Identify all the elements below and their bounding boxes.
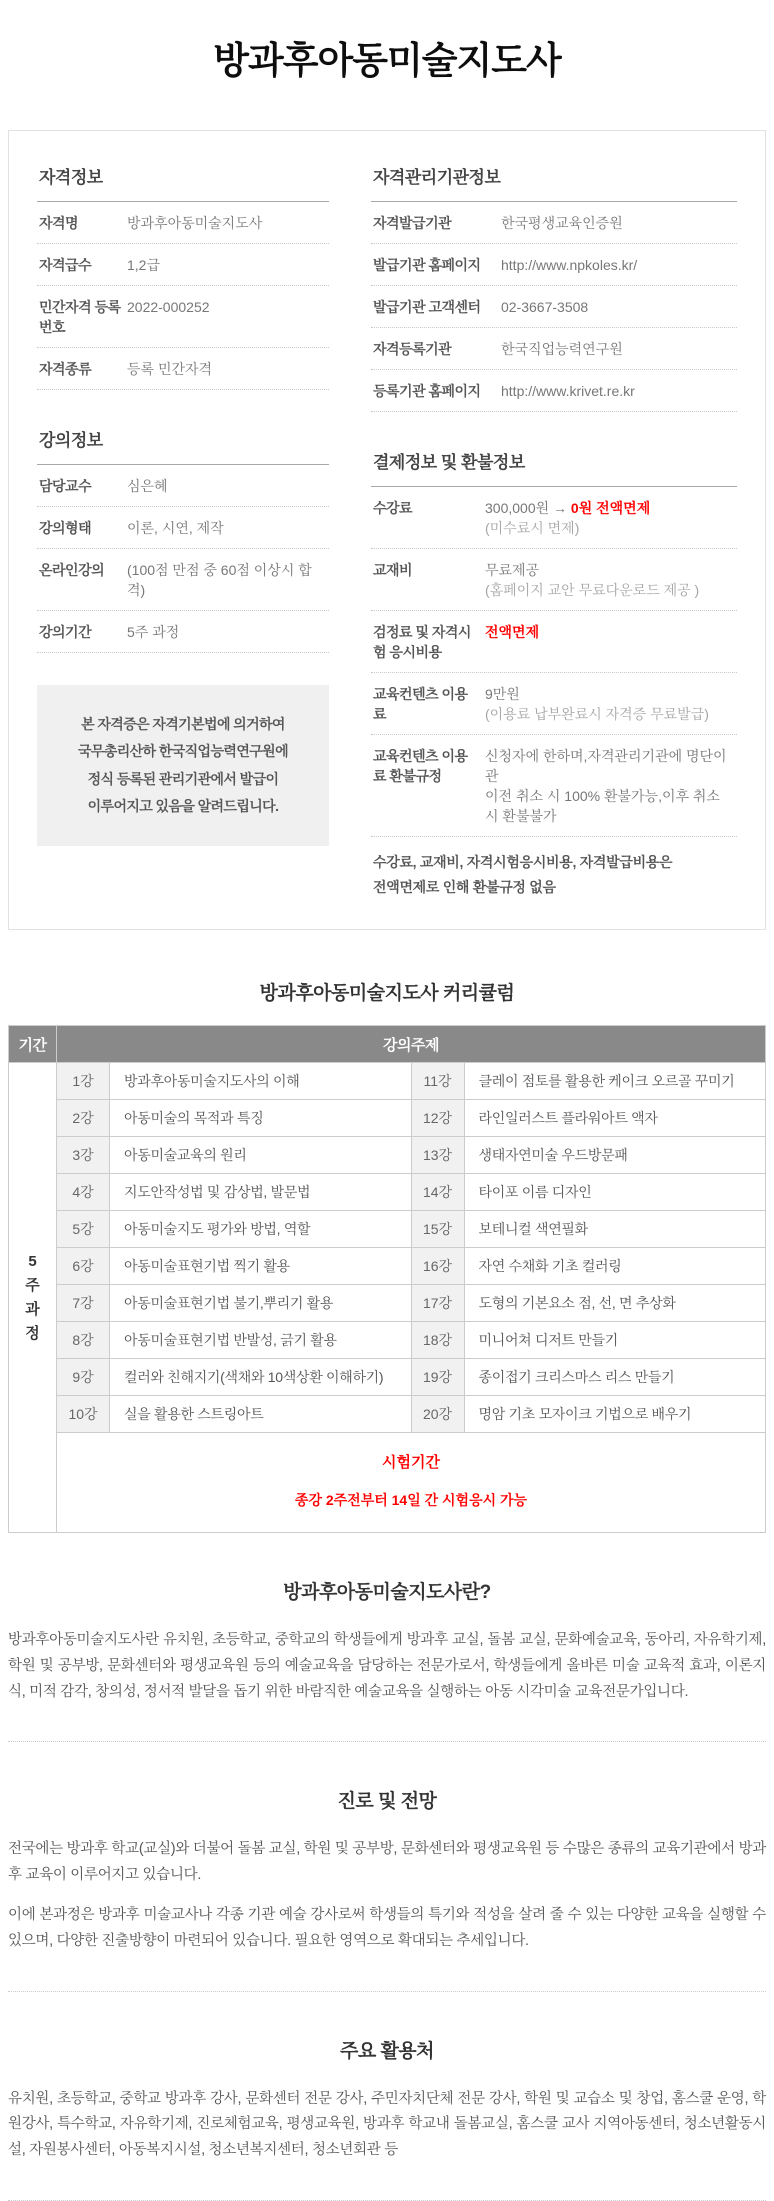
payment-row-label: 교재비 (373, 562, 413, 578)
lecture-number: 6강 (57, 1248, 110, 1285)
notice-line: 본 자격증은 자격기본법에 의거하여 (81, 716, 285, 732)
lecture-topic: 아동미술의 목적과 특징 (110, 1100, 412, 1137)
lecture-number: 10강 (57, 1396, 110, 1433)
lecture-topic: 자연 수채화 기초 컬러링 (464, 1248, 766, 1285)
payment-footer-note (371, 837, 737, 899)
column-header-period: 기간 (9, 1026, 57, 1063)
payment-footer-note-line: 수강료, 교재비, 자격시험응시비용, 자격발급비용은 (373, 854, 673, 870)
table-row (9, 1322, 766, 1359)
info-row-value: 심은혜 (127, 478, 168, 494)
lecture-number: 9강 (57, 1359, 110, 1396)
page-title: 방과후아동미술지도사 (213, 40, 561, 81)
career-section-title: 진로 및 전망 (337, 1791, 437, 1813)
lecture-number: 20강 (411, 1396, 464, 1433)
info-row-value: 1,2급 (127, 257, 160, 273)
info-row-label: 강의형태 (39, 520, 92, 536)
payment-row-textbook (371, 549, 737, 611)
info-row (37, 286, 329, 348)
lecture-topic: 명암 기초 모자이크 기법으로 배우기 (464, 1396, 766, 1433)
curriculum-title: 방과후아동미술지도사 커리큘럼 (259, 983, 515, 1004)
info-row-value: 이론, 시연, 제작 (127, 520, 224, 536)
info-row (37, 348, 329, 390)
info-row (37, 465, 329, 507)
payment-row-exam-fee (371, 611, 737, 673)
payment-info-heading: 결제정보 및 환불정보 (371, 442, 737, 487)
content-fee-sub-note: (이용료 납부완료시 자격증 무료발급) (485, 706, 709, 722)
period-text: 5주과정 (25, 1252, 40, 1342)
exam-period-description: 종강 2주전부터 14일 간 시험응시 가능 (294, 1492, 528, 1508)
usage-section-title: 주요 활용처 (339, 2040, 435, 2062)
info-row-label: 발급기관 홈페이지 (373, 257, 481, 273)
payment-row-label: 수강료 (373, 500, 413, 516)
info-row-label: 등록기관 홈페이지 (373, 383, 481, 399)
info-row-value: 2022-000252 (127, 299, 210, 315)
issuer-homepage-url: http://www.npkoles.kr/ (501, 257, 638, 273)
info-row-label: 담당교수 (39, 478, 92, 494)
info-row (37, 549, 329, 611)
lecture-number: 8강 (57, 1322, 110, 1359)
lecture-number: 16강 (411, 1248, 464, 1285)
refund-policy-line: 이전 취소 시 100% 환불가능,이후 취소 시 환불불가 (485, 788, 720, 824)
lecture-number: 18강 (411, 1322, 464, 1359)
info-row-label: 자격종류 (39, 361, 92, 377)
table-row (9, 1359, 766, 1396)
org-info-section (371, 157, 737, 412)
lecture-topic: 미니어쳐 디저트 만들기 (464, 1322, 766, 1359)
about-section-title: 방과후아동미술지도사란? (283, 1582, 491, 1603)
info-row-value: 한국평생교육인증원 (501, 215, 623, 231)
info-row-label: 발급기관 고객센터 (373, 299, 481, 315)
lecture-topic: 아동미술표현기법 불기,뿌리기 활용 (110, 1285, 412, 1322)
lecture-number: 1강 (57, 1063, 110, 1100)
info-row-value: 5주 과정 (127, 624, 180, 640)
table-row (9, 1248, 766, 1285)
info-card-left-column (37, 157, 329, 899)
curriculum-table (8, 1025, 766, 1533)
lecture-info-heading: 강의정보 (37, 420, 329, 465)
lecture-topic: 보테니컬 색연필화 (464, 1211, 766, 1248)
notice-line: 이루어지고 있음을 알려드립니다. (87, 797, 279, 814)
org-info-heading: 자격관리기관정보 (371, 157, 737, 202)
info-row-value: 등록 민간자격 (127, 361, 213, 377)
content-fee-value: 9만원 (485, 686, 520, 702)
info-row (37, 244, 329, 286)
info-row-value: (100점 만점 중 60점 이상시 합격) (127, 562, 312, 598)
lecture-number: 13강 (411, 1137, 464, 1174)
payment-info-section (371, 442, 737, 899)
table-row (9, 1174, 766, 1211)
table-row (9, 1063, 766, 1100)
career-section-paragraph: 이에 본과정은 방과후 미술교사나 각종 기관 예술 강사로써 학생들의 특기와 적성을 살려 줄 수 있는 다양한 교육을 실행할 수 있으며, 다양한 진출방향이 마련되어 있습니다. 필요한 영역으로 확대되는 추세입니다. (8, 1906, 766, 1949)
usage-section-body: 유치원, 초등학교, 중학교 방과후 강사, 문화센터 전문 강사, 주민자치단체 전문 강사, 학원 및 교습소 및 창업, 홈스쿨 운영, 학원강사, 특수학교, 자유학기제, 진로체험교육, 평생교육원, 방과후 학교내 돌봄교실, 홈스쿨 교사 지역아동센터, 청소년활동시설, 자원봉사센터, 아동복지시설, 청소년복지센터, 청소년회관 등 (8, 2090, 766, 2159)
info-row (371, 244, 737, 286)
payment-row-value (485, 560, 735, 600)
registry-homepage-url: http://www.krivet.re.kr (501, 383, 635, 399)
payment-row-refund-policy (371, 735, 737, 837)
lecture-number: 17강 (411, 1285, 464, 1322)
lecture-topic: 도형의 기본요소 점, 선, 면 추상화 (464, 1285, 766, 1322)
textbook-value: 무료제공 (485, 562, 540, 578)
tuition-sub-note: (미수료시 면제) (485, 520, 580, 536)
info-row-label: 강의기간 (39, 624, 92, 640)
info-row-label: 자격급수 (39, 257, 92, 273)
payment-row-label: 교육컨텐츠 이용료 환불규정 (373, 748, 468, 784)
section-divider (8, 1741, 766, 1742)
info-row (37, 507, 329, 549)
info-row-value: 한국직업능력연구원 (501, 341, 623, 357)
lecture-number: 11강 (411, 1063, 464, 1100)
info-row-label: 자격발급기관 (373, 215, 452, 231)
lecture-topic: 클레이 점토를 활용한 케이크 오르골 꾸미기 (464, 1063, 766, 1100)
info-card (8, 130, 766, 930)
lecture-number: 19강 (411, 1359, 464, 1396)
info-card-right-column (371, 157, 737, 899)
notice-line: 정식 등록된 관리기관에서 발급이 (87, 770, 279, 787)
column-header-topic: 강의주제 (57, 1026, 766, 1063)
textbook-sub-note: (홈페이지 교안 무료다운로드 제공 ) (485, 582, 700, 598)
info-row (37, 202, 329, 244)
table-row (9, 1396, 766, 1433)
payment-row-content-fee (371, 673, 737, 735)
lecture-topic: 지도안작성법 및 감상법, 발문법 (110, 1174, 412, 1211)
table-row (9, 1137, 766, 1174)
exam-period-cell (57, 1433, 766, 1533)
lecture-topic: 종이접기 크리스마스 리스 만들기 (464, 1359, 766, 1396)
section-divider (8, 1991, 766, 1992)
info-row (371, 286, 737, 328)
lecture-topic: 실을 활용한 스트링아트 (110, 1396, 412, 1433)
lecture-number: 3강 (57, 1137, 110, 1174)
lecture-number: 2강 (57, 1100, 110, 1137)
info-row-label: 자격명 (39, 215, 79, 231)
payment-row-value (485, 684, 735, 724)
refund-policy-line: 신청자에 한하며,자격관리기관에 명단이관 (485, 748, 727, 784)
about-section-body: 방과후아동미술지도사란 유치원, 초등학교, 중학교의 학생들에게 방과후 교실, 돌봄 교실, 문화예술교육, 동아리, 자유학기제, 학원 및 공부방, 문화센터와 평생교육원 등의 예술교육을 담당하는 전문가로서, 학생들에게 올바른 미술 교육적 효과, 이론지식, 미적 감각, 창의성, 정서적 발달을 돕기 위한 바람직한 예술교육을 실행하는 아동 시각미술 교육전문가입니다. (8, 1632, 766, 1700)
info-row (371, 328, 737, 370)
exam-period-title: 시험기간 (382, 1454, 440, 1471)
lecture-number: 15강 (411, 1211, 464, 1248)
table-row (9, 1100, 766, 1137)
info-row (371, 370, 737, 412)
info-row (37, 611, 329, 653)
payment-row-label: 검정료 및 자격시험 응시비용 (373, 624, 471, 660)
payment-row-value (485, 746, 735, 826)
legal-notice-box (37, 685, 329, 846)
lecture-number: 14강 (411, 1174, 464, 1211)
lecture-info-section (37, 420, 329, 653)
payment-row-tuition (371, 487, 737, 549)
info-row-label: 온라인강의 (39, 562, 105, 578)
lecture-number: 5강 (57, 1211, 110, 1248)
lecture-number: 7강 (57, 1285, 110, 1322)
info-row-label: 자격등록기관 (373, 341, 452, 357)
info-row-value: 방과후아동미술지도사 (127, 215, 263, 231)
lecture-topic: 방과후아동미술지도사의 이해 (110, 1063, 412, 1100)
qualification-info-section (37, 157, 329, 390)
tuition-original-price: 300,000원 → (485, 500, 571, 516)
period-cell (9, 1063, 57, 1533)
qualification-info-heading: 자격정보 (37, 157, 329, 202)
curriculum-header-row (9, 1026, 766, 1063)
exam-fee-free-highlight: 전액면제 (485, 624, 540, 640)
lecture-topic: 컬러와 친해지기(색채와 10색상환 이해하기) (110, 1359, 412, 1396)
lecture-topic: 타이포 이름 디자인 (464, 1174, 766, 1211)
lecture-number: 4강 (57, 1174, 110, 1211)
payment-footer-note-line: 전액면제로 인해 환불규정 없음 (373, 878, 556, 895)
payment-row-value (485, 498, 735, 538)
tuition-free-highlight: 0원 전액면제 (570, 500, 651, 516)
lecture-topic: 생태자연미술 우드방문패 (464, 1137, 766, 1174)
lecture-topic: 아동미술표현기법 찍기 활용 (110, 1248, 412, 1285)
table-row (9, 1211, 766, 1248)
lecture-topic: 라인일러스트 플라워아트 액자 (464, 1100, 766, 1137)
notice-line: 국무총리산하 한국직업능력연구원에 (77, 743, 289, 760)
lecture-topic: 아동미술표현기법 반발성, 긁기 활용 (110, 1322, 412, 1359)
lecture-topic: 아동미술교육의 원리 (110, 1137, 412, 1174)
payment-row-label: 교육컨텐츠 이용료 (373, 686, 468, 722)
table-row (9, 1285, 766, 1322)
career-section-paragraph: 전국에는 방과후 학교(교실)와 더불어 돌봄 교실, 학원 및 공부방, 문화센터와 평생교육원 등 수많은 종류의 교육기관에서 방과후 교육이 이루어지고 있습니다. (8, 1841, 766, 1884)
lecture-number: 12강 (411, 1100, 464, 1137)
info-row-value: 02-3667-3508 (501, 299, 589, 315)
info-row-label: 민간자격 등록번호 (39, 299, 121, 335)
exam-period-row (9, 1433, 766, 1533)
info-row (371, 202, 737, 244)
lecture-topic: 아동미술지도 평가와 방법, 역할 (110, 1211, 412, 1248)
